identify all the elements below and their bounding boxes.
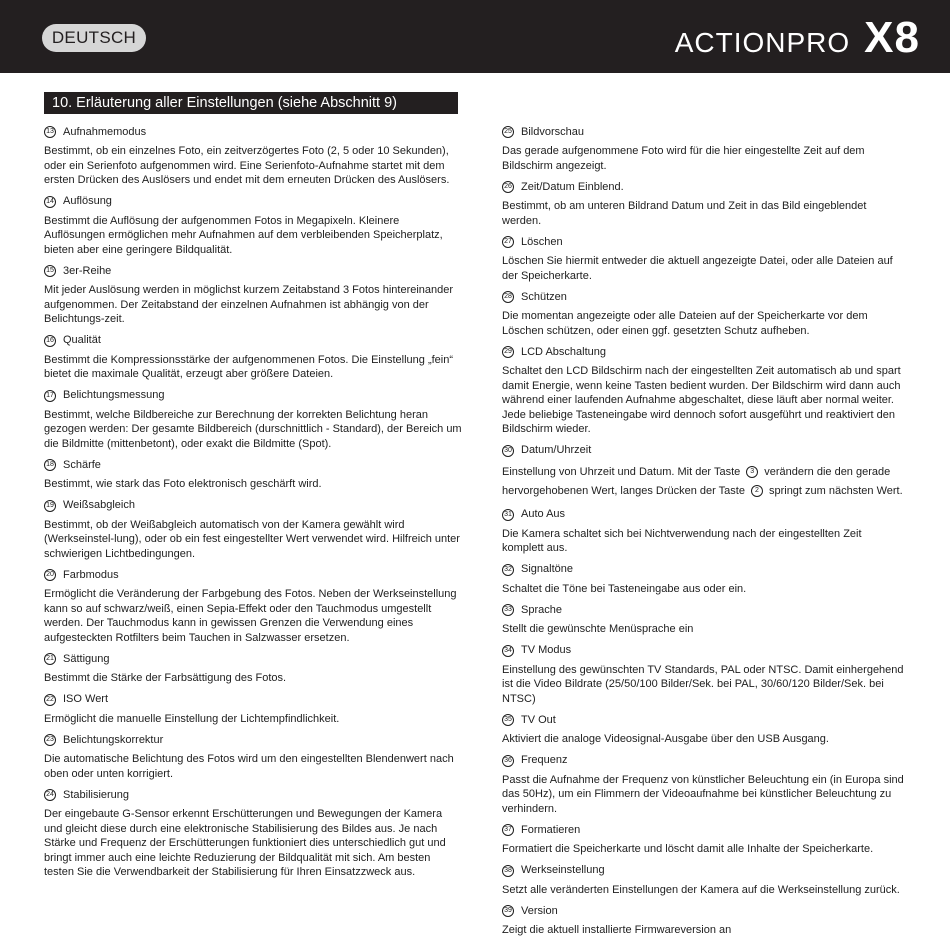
left-column bbox=[44, 124, 462, 886]
item-number: 20 bbox=[44, 569, 56, 581]
item-title: LCD Abschaltung bbox=[521, 345, 606, 358]
item-number: 19 bbox=[44, 500, 56, 512]
item-title: Frequenz bbox=[521, 754, 568, 767]
settings-item bbox=[502, 863, 906, 898]
brand-model: X8 bbox=[864, 13, 920, 62]
brand-name: ACTIONPRO bbox=[674, 27, 851, 58]
item-number: 13 bbox=[44, 126, 56, 138]
brand-logo bbox=[675, 14, 920, 62]
settings-item bbox=[44, 732, 462, 781]
item-description: Ermöglicht die Veränderung der Farbgebung des Fotos. Neben der Werkseinstellung kann so auf schwarz/weiß, einen Sepia-Effekt oder den Tauchmodus umgestellt werden. Der Tauchmodus kann in gewissen Grenzen die Verwendung eines aufgesteckten Rotfilters beim Tauchen in Salzwasser ersetzen. bbox=[44, 588, 457, 644]
settings-item bbox=[502, 643, 906, 707]
settings-item bbox=[44, 194, 462, 258]
item-title: Auflösung bbox=[63, 195, 112, 208]
section-title: 10. Erläuterung aller Einstellungen (siehe Abschnitt 9) bbox=[44, 92, 458, 114]
language-badge: DEUTSCH bbox=[42, 24, 146, 52]
settings-item bbox=[44, 567, 462, 645]
item-description: Bestimmt, ob der Weißabgleich automatisch von der Kamera gewählt wird (Werkseinstel-lung), oder ob ein fest eingestellter Wert verwendet wird. Hilfreich unter schwierigen Lichtbedingungen. bbox=[44, 518, 460, 560]
item-description: Bestimmt, welche Bildbereiche zur Berechnung der korrekten Belichtung heran gezogen werden: Der gesamte Bildbereich (durschnittlich - Standard), der Bereich um die Bildmitte (mittenbetont), oder exakt die Bildmitte (Spot). bbox=[44, 408, 462, 450]
item-description: Bestimmt die Stärke der Farbsättigung des Fotos. bbox=[44, 672, 287, 684]
item-title: 3er-Reihe bbox=[63, 264, 112, 277]
item-title: Sättigung bbox=[63, 652, 110, 665]
settings-item bbox=[44, 388, 462, 452]
settings-item bbox=[502, 443, 906, 501]
item-description: Löschen Sie hiermit entweder die aktuell angezeigte Datei, oder alle Dateien auf der Speicherkarte. bbox=[502, 255, 893, 282]
settings-item bbox=[44, 124, 462, 188]
right-column bbox=[502, 124, 906, 944]
item-description: Einstellung von Uhrzeit und Datum. Mit der Taste 3 verändern die den gerade hervorgehobenen Wert, langes Drücken der Taste 2 springt zum nächsten Wert. bbox=[502, 465, 903, 497]
item-number: 27 bbox=[502, 236, 514, 248]
item-title: Zeit/Datum Einblend. bbox=[521, 180, 624, 193]
settings-item bbox=[502, 507, 906, 556]
settings-item bbox=[502, 179, 906, 228]
item-number: 26 bbox=[502, 181, 514, 193]
settings-item bbox=[44, 263, 462, 327]
item-title: Formatieren bbox=[521, 823, 581, 836]
settings-item bbox=[502, 903, 906, 938]
item-title: Aufnahmemodus bbox=[63, 125, 147, 138]
item-title: Schützen bbox=[521, 290, 567, 303]
header-bar bbox=[0, 0, 950, 73]
item-description: Setzt alle veränderten Einstellungen der Kamera auf die Werkseinstellung zurück. bbox=[502, 883, 900, 896]
item-title: Belichtungskorrektur bbox=[63, 733, 164, 746]
item-number: 15 bbox=[44, 265, 56, 277]
settings-item bbox=[44, 651, 462, 686]
item-description: Das gerade aufgenommene Foto wird für die hier eingestellte Zeit auf dem Bildschirm angezeigt. bbox=[502, 145, 865, 172]
item-title: Schärfe bbox=[63, 458, 101, 471]
item-number: 16 bbox=[44, 335, 56, 347]
item-number: 28 bbox=[502, 291, 514, 303]
item-description: Bestimmt die Auflösung der aufgenommen Fotos in Megapixeln. Kleinere Auflösungen ermöglichen mehr Aufnahmen auf dem verbleibenden Speicherplatz, bieten aber eine geringere Bildqualität. bbox=[44, 214, 443, 256]
item-description: Passt die Aufnahme der Frequenz von künstlicher Beleuchtung ein (in Europa sind das 50Hz), um ein Flimmern der Videoaufnahme bei künstlicher Beleuchtung zu verhindern. bbox=[502, 773, 904, 815]
settings-item bbox=[502, 602, 906, 637]
item-description: Die automatische Belichtung des Fotos wird um den eingestellten Blendenwert nach oben oder unten korrigiert. bbox=[44, 753, 454, 780]
item-description: Der eingebaute G-Sensor erkennt Erschütterungen und Bewegungen der Kamera und gleicht diese durch eine elektronische Stabilisierung des Bildes aus. Je nach Stärke und Frequenz der Erschütterungen funktioniert dies unterschiedlich gut und bringt immer auch eine leichte Reduzierung der Bildqualität mit sich. Am besten testen Sie die Verwendbarkeit der Stabilisierung für Ihren Einsatzzweck aus. bbox=[44, 808, 446, 878]
key-2-icon: 2 bbox=[751, 485, 763, 497]
item-number: 22 bbox=[44, 694, 56, 706]
item-number: 25 bbox=[502, 126, 514, 138]
item-description: Bestimmt, wie stark das Foto elektronisch geschärft wird. bbox=[44, 478, 322, 490]
item-title: Belichtungsmessung bbox=[63, 389, 165, 402]
item-description: Bestimmt, ob am unteren Bildrand Datum und Zeit in das Bild eingeblendet werden. bbox=[502, 200, 867, 227]
item-description: Die momentan angezeigte oder alle Dateien auf der Speicherkarte vor dem Löschen schützen, oder einen ggf. gesetzten Schutz aufheben. bbox=[502, 310, 868, 337]
item-number: 29 bbox=[502, 346, 514, 358]
item-description: Die Kamera schaltet sich bei Nichtverwendung nach der eingestellten Zeit komplett aus. bbox=[502, 527, 862, 554]
item-description: Stellt die gewünschte Menüsprache ein bbox=[502, 623, 694, 635]
settings-item bbox=[44, 692, 462, 727]
settings-item bbox=[44, 457, 462, 492]
item-number: 38 bbox=[502, 865, 514, 877]
item-number: 32 bbox=[502, 564, 514, 576]
item-title: Qualität bbox=[63, 334, 101, 347]
item-number: 23 bbox=[44, 734, 56, 746]
item-number: 30 bbox=[502, 445, 514, 457]
item-number: 36 bbox=[502, 755, 514, 767]
item-title: Löschen bbox=[521, 235, 563, 248]
item-title: ISO Wert bbox=[63, 693, 109, 706]
item-number: 21 bbox=[44, 653, 56, 665]
settings-item bbox=[44, 498, 462, 562]
item-description: Zeigt die aktuell installierte Firmwareversion an bbox=[502, 924, 732, 936]
settings-item bbox=[502, 562, 906, 597]
item-title: Weißsabgleich bbox=[63, 499, 135, 512]
item-title: Auto Aus bbox=[521, 508, 566, 521]
settings-item bbox=[502, 822, 906, 857]
settings-item bbox=[502, 344, 906, 437]
item-number: 35 bbox=[502, 714, 514, 726]
item-number: 39 bbox=[502, 905, 514, 917]
item-number: 24 bbox=[44, 789, 56, 801]
item-title: Sprache bbox=[521, 603, 562, 616]
item-number: 37 bbox=[502, 824, 514, 836]
settings-item bbox=[502, 712, 906, 747]
item-number: 17 bbox=[44, 390, 56, 402]
item-description: Schaltet den LCD Bildschirm nach der eingestellten Zeit automatisch ab und spart damit Energie, wenn keine Tasten bedient wurden. Der Bildschirm wird dann auch während einer laufenden Aufnahme abgeschaltet, diese läuft aber normal weiter. Jede beliebige Tasteneingabe wird dennoch sofort ausgeführt und reaktiviert den Bildschirm wieder. bbox=[502, 365, 901, 435]
item-description: Bestimmt die Kompressionsstärke der aufgenommenen Fotos. Die Einstellung „fein“ bietet die maximale Qualität, erzeugt aber größere Dateien. bbox=[44, 353, 454, 380]
settings-item bbox=[502, 124, 906, 173]
settings-item bbox=[502, 234, 906, 283]
item-title: Datum/Uhrzeit bbox=[521, 444, 592, 457]
key-3-icon: 3 bbox=[746, 466, 758, 478]
item-number: 14 bbox=[44, 196, 56, 208]
item-title: Version bbox=[521, 904, 558, 917]
item-description: Mit jeder Auslösung werden in möglichst kurzem Zeitabstand 3 Fotos hintereinander aufgenommen. Der Zeitabstand der einzelnen Aufnahmen ist abhängig von der Belichtungs-zeit. bbox=[44, 284, 454, 325]
item-description: Einstellung des gewünschten TV Standards, PAL oder NTSC. Damit einhergehend ist die Video Bildrate (25/50/100 Bilder/Sek. bei PAL, 30/60/120 Bilder/Sek. bei NTSC) bbox=[502, 663, 904, 705]
item-title: Bildvorschau bbox=[521, 125, 584, 138]
item-title: TV Out bbox=[521, 713, 556, 726]
item-description: Bestimmt, ob ein einzelnes Foto, ein zeitverzögertes Foto (2, 5 oder 10 Sekunden), oder ein Serienfoto aufgenommen wird. Eine Serienfoto-Aufnahme startet mit dem ersten Drücken des Auslösers und endet mit dem erneuten Drücken des Auslösers. bbox=[44, 145, 450, 186]
settings-item bbox=[44, 787, 462, 880]
item-number: 31 bbox=[502, 509, 514, 521]
item-description: Formatiert die Speicherkarte und löscht damit alle Inhalte der Speicherkarte. bbox=[502, 843, 874, 855]
settings-item bbox=[502, 289, 906, 338]
item-number: 18 bbox=[44, 459, 56, 471]
item-title: Stabilisierung bbox=[63, 788, 130, 801]
item-title: Werkseinstellung bbox=[521, 864, 605, 877]
settings-item bbox=[44, 333, 462, 382]
item-description: Ermöglicht die manuelle Einstellung der Lichtempfindlichkeit. bbox=[44, 712, 340, 725]
item-description: Schaltet die Töne bei Tasteneingabe aus oder ein. bbox=[502, 582, 747, 595]
settings-item bbox=[502, 753, 906, 817]
item-number: 33 bbox=[502, 604, 514, 616]
item-description: Aktiviert die analoge Videosignal-Ausgabe über den USB Ausgang. bbox=[502, 733, 829, 745]
item-title: Farbmodus bbox=[63, 568, 119, 581]
item-number: 34 bbox=[502, 645, 514, 657]
item-title: TV Modus bbox=[521, 644, 572, 657]
item-title: Signaltöne bbox=[521, 563, 573, 576]
